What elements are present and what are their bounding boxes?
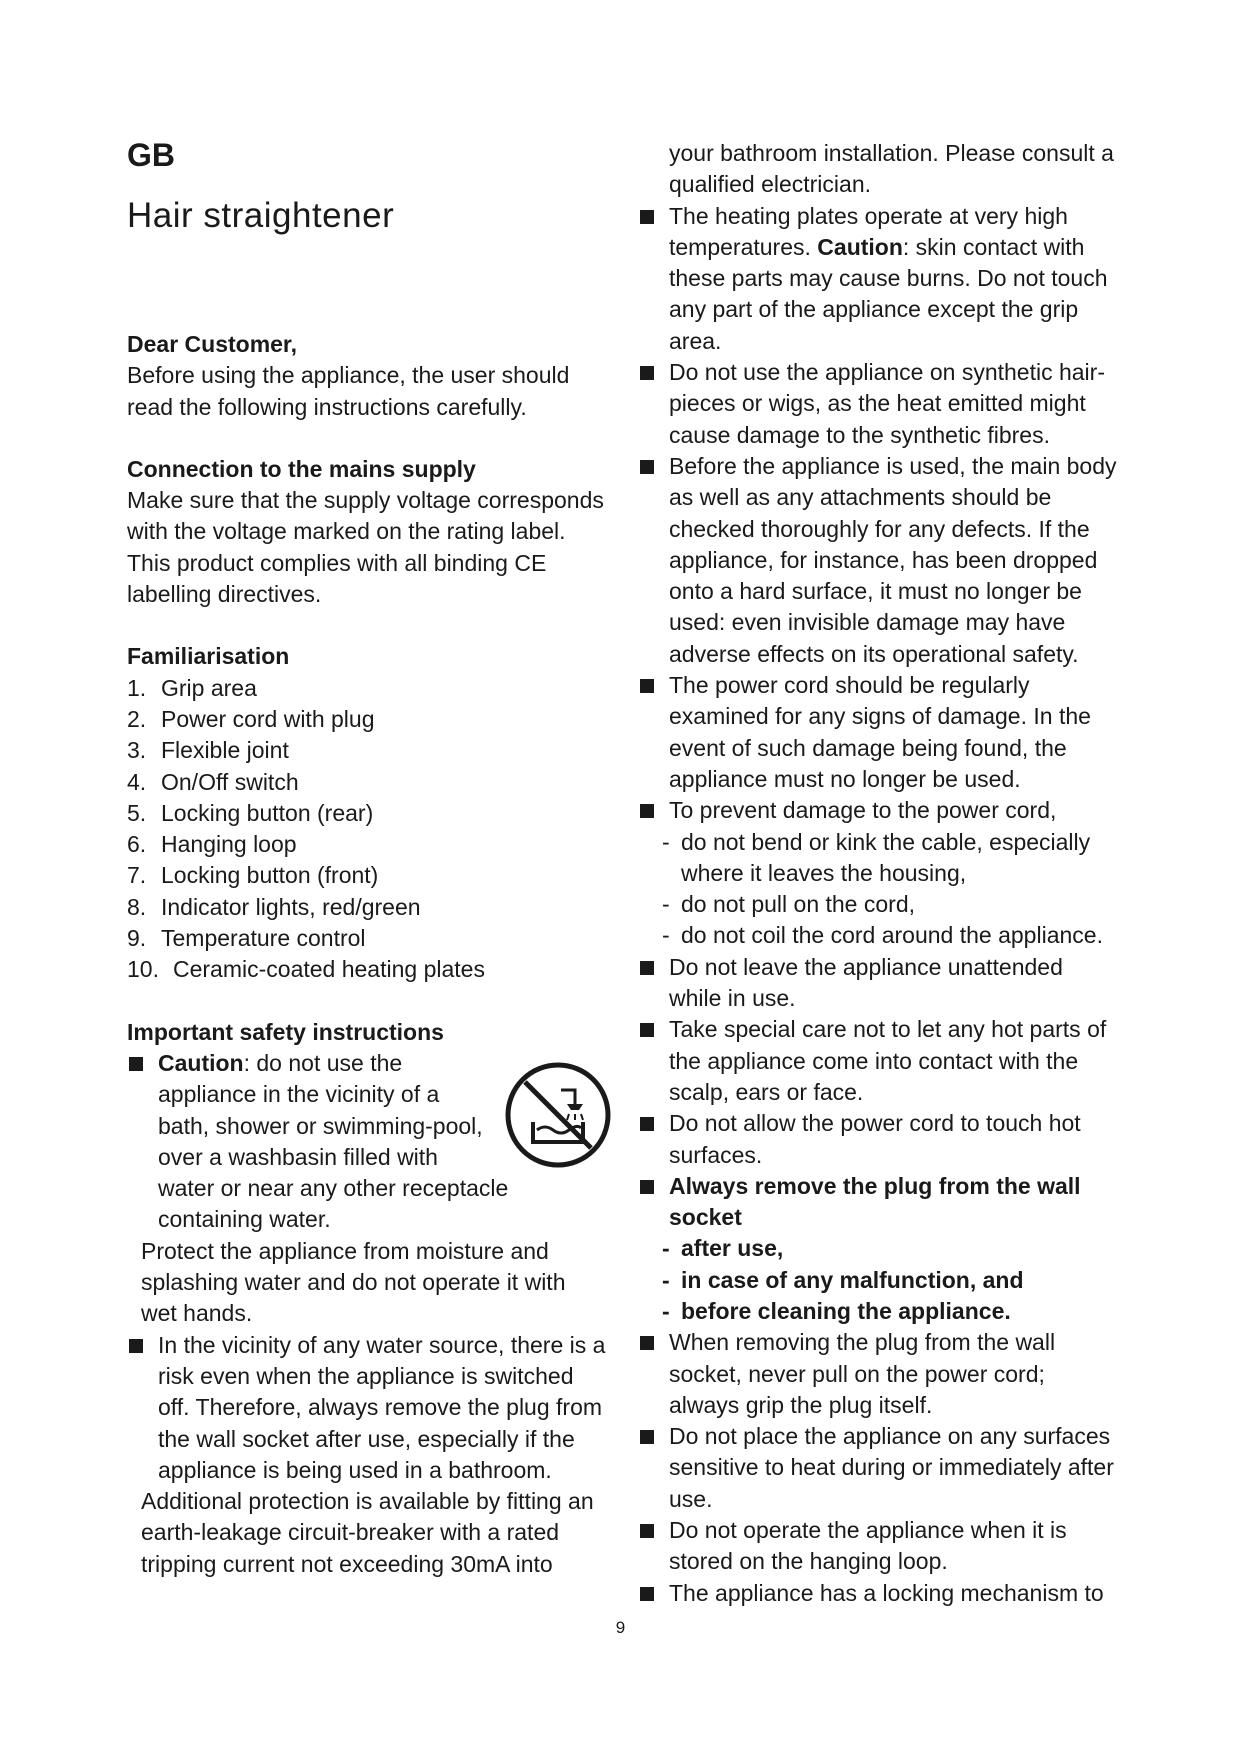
page-title: Hair straightener bbox=[127, 196, 395, 235]
item-label: On/Off switch bbox=[161, 768, 299, 795]
list-item: In the vicinity of any water source, there is a risk even when the appliance is switched off. Therefore, always remove the plug from the wall socket after use, especially if the appliance is being used in a bathroom. bbox=[127, 1330, 607, 1486]
list-item bbox=[127, 673, 607, 704]
sub-item: - in case of any malfunction, and bbox=[657, 1265, 1118, 1296]
item-number: 8. bbox=[127, 893, 147, 920]
familiarisation-section bbox=[127, 641, 607, 985]
item-number: 6. bbox=[127, 831, 147, 858]
mains-heading: Connection to the mains supply bbox=[127, 455, 476, 482]
familiarisation-list bbox=[127, 673, 607, 986]
list-item: Do not allow the power cord to touch hot surfaces. bbox=[638, 1108, 1118, 1171]
list-item: When removing the plug from the wall socket, never pull on the power cord; always grip the plug itself. bbox=[638, 1327, 1118, 1421]
list-item: Do not place the appliance on any surfaces sensitive to heat during or immediately after use. bbox=[638, 1421, 1118, 1515]
caution-text: : do not use the appliance in the vicinity of a bath, shower or swimming-pool, over a washbasin filled with water or near any other receptacle containing water. bbox=[158, 1049, 509, 1233]
safety-list-right bbox=[638, 201, 1118, 1609]
heating-pre: The heating plates operate at very high temperatures. bbox=[669, 202, 1068, 260]
list-item bbox=[638, 795, 1118, 951]
dear-customer-text: Before using the appliance, the user should read the following instructions carefully. bbox=[127, 362, 570, 420]
item-label: Locking button (front) bbox=[161, 862, 379, 889]
language-code: GB bbox=[127, 137, 175, 173]
left-column bbox=[127, 329, 607, 1580]
list-item: Do not operate the appliance when it is stored on the hanging loop. bbox=[638, 1515, 1118, 1578]
dear-customer-heading: Dear Customer, bbox=[127, 331, 298, 357]
caution-label: Caution bbox=[158, 1049, 244, 1076]
list-item bbox=[638, 201, 1118, 357]
safety-section bbox=[127, 1017, 607, 1580]
list-item: Take special care not to let any hot parts of the appliance come into contact with the scalp, ears or face. bbox=[638, 1014, 1118, 1108]
heating-post: : skin contact with these parts may cause burns. Do not touch any part of the appliance except the grip area. bbox=[669, 233, 1108, 354]
item-label: Grip area bbox=[161, 674, 257, 701]
prevent-sublist bbox=[657, 827, 1118, 952]
item-label: Locking button (rear) bbox=[161, 799, 374, 826]
item-number: 3. bbox=[127, 737, 147, 764]
item-number: 4. bbox=[127, 768, 147, 795]
item-number: 5. bbox=[127, 799, 147, 826]
item-number: 7. bbox=[127, 862, 147, 889]
continued-text: your bathroom installation. Please consult a qualified electrician. bbox=[669, 140, 1114, 198]
item-number: 1. bbox=[127, 674, 147, 701]
item-label: Hanging loop bbox=[161, 831, 297, 858]
sub-item: - do not bend or kink the cable, especially where it leaves the housing, bbox=[657, 827, 1118, 890]
list-item bbox=[127, 892, 607, 923]
prevent-text: To prevent damage to the power cord, bbox=[669, 797, 1057, 824]
familiarisation-heading: Familiarisation bbox=[127, 643, 290, 670]
item-label: Indicator lights, red/green bbox=[161, 893, 421, 920]
sub-item: - after use, bbox=[657, 1233, 1118, 1264]
list-item bbox=[127, 829, 607, 860]
always-remove-text: Always remove the plug from the wall socket bbox=[669, 1172, 1081, 1231]
list-item bbox=[127, 767, 607, 798]
right-column bbox=[638, 138, 1118, 1609]
list-item bbox=[127, 1048, 607, 1236]
list-item bbox=[127, 798, 607, 829]
list-item: The appliance has a locking mechanism to bbox=[638, 1578, 1118, 1609]
list-item bbox=[127, 923, 607, 954]
item-label: Flexible joint bbox=[161, 737, 289, 764]
mains-text: Make sure that the supply voltage corresponds with the voltage marked on the rating label. This product complies with all binding CE labelling directives. bbox=[127, 487, 604, 608]
item-label: Ceramic-coated heating plates bbox=[173, 956, 485, 983]
sub-item: - do not pull on the cord, bbox=[657, 889, 1118, 920]
list-item: Before the appliance is used, the main body as well as any attachments should be checked thoroughly for any defects. If the appliance, for instance, has been dropped onto a hard surface, it must no longer be used: even invisible damage may have adverse effects on its operational safety. bbox=[638, 451, 1118, 670]
protect-text: Protect the appliance from moisture and splashing water and do not operate it with wet hands. bbox=[141, 1237, 566, 1327]
item-label: Temperature control bbox=[161, 925, 366, 952]
mains-section bbox=[127, 454, 607, 610]
item-label: Power cord with plug bbox=[161, 705, 375, 732]
safety-list-left bbox=[127, 1048, 607, 1236]
remove-sublist bbox=[657, 1233, 1118, 1327]
dear-customer-section bbox=[127, 329, 607, 423]
list-item: Do not use the appliance on synthetic hair-pieces or wigs, as the heat emitted might cause damage to the synthetic fibres. bbox=[638, 357, 1118, 451]
item-number: 9. bbox=[127, 925, 147, 952]
no-bath-warning-icon bbox=[503, 1060, 613, 1170]
additional-protection-text: Additional protection is available by fitting an earth-leakage circuit-breaker with a rated tripping current not exceeding 30mA into bbox=[141, 1488, 594, 1577]
page-number: 9 bbox=[615, 1618, 626, 1637]
sub-item: - do not coil the cord around the appliance. bbox=[657, 920, 1118, 951]
list-item bbox=[127, 954, 607, 985]
list-item bbox=[127, 704, 607, 735]
list-item bbox=[127, 860, 607, 891]
list-item bbox=[638, 1171, 1118, 1327]
item-number: 2. bbox=[127, 705, 147, 732]
list-item: Do not leave the appliance unattended while in use. bbox=[638, 952, 1118, 1015]
list-item: The power cord should be regularly examined for any signs of damage. In the event of such damage being found, the appliance must no longer be used. bbox=[638, 670, 1118, 795]
sub-item: - before cleaning the appliance. bbox=[657, 1296, 1118, 1327]
safety-heading: Important safety instructions bbox=[127, 1018, 444, 1045]
item-number: 10. bbox=[127, 956, 159, 983]
list-item bbox=[127, 735, 607, 766]
caution-label: Caution bbox=[817, 233, 903, 260]
safety-list-left-2 bbox=[127, 1330, 607, 1486]
